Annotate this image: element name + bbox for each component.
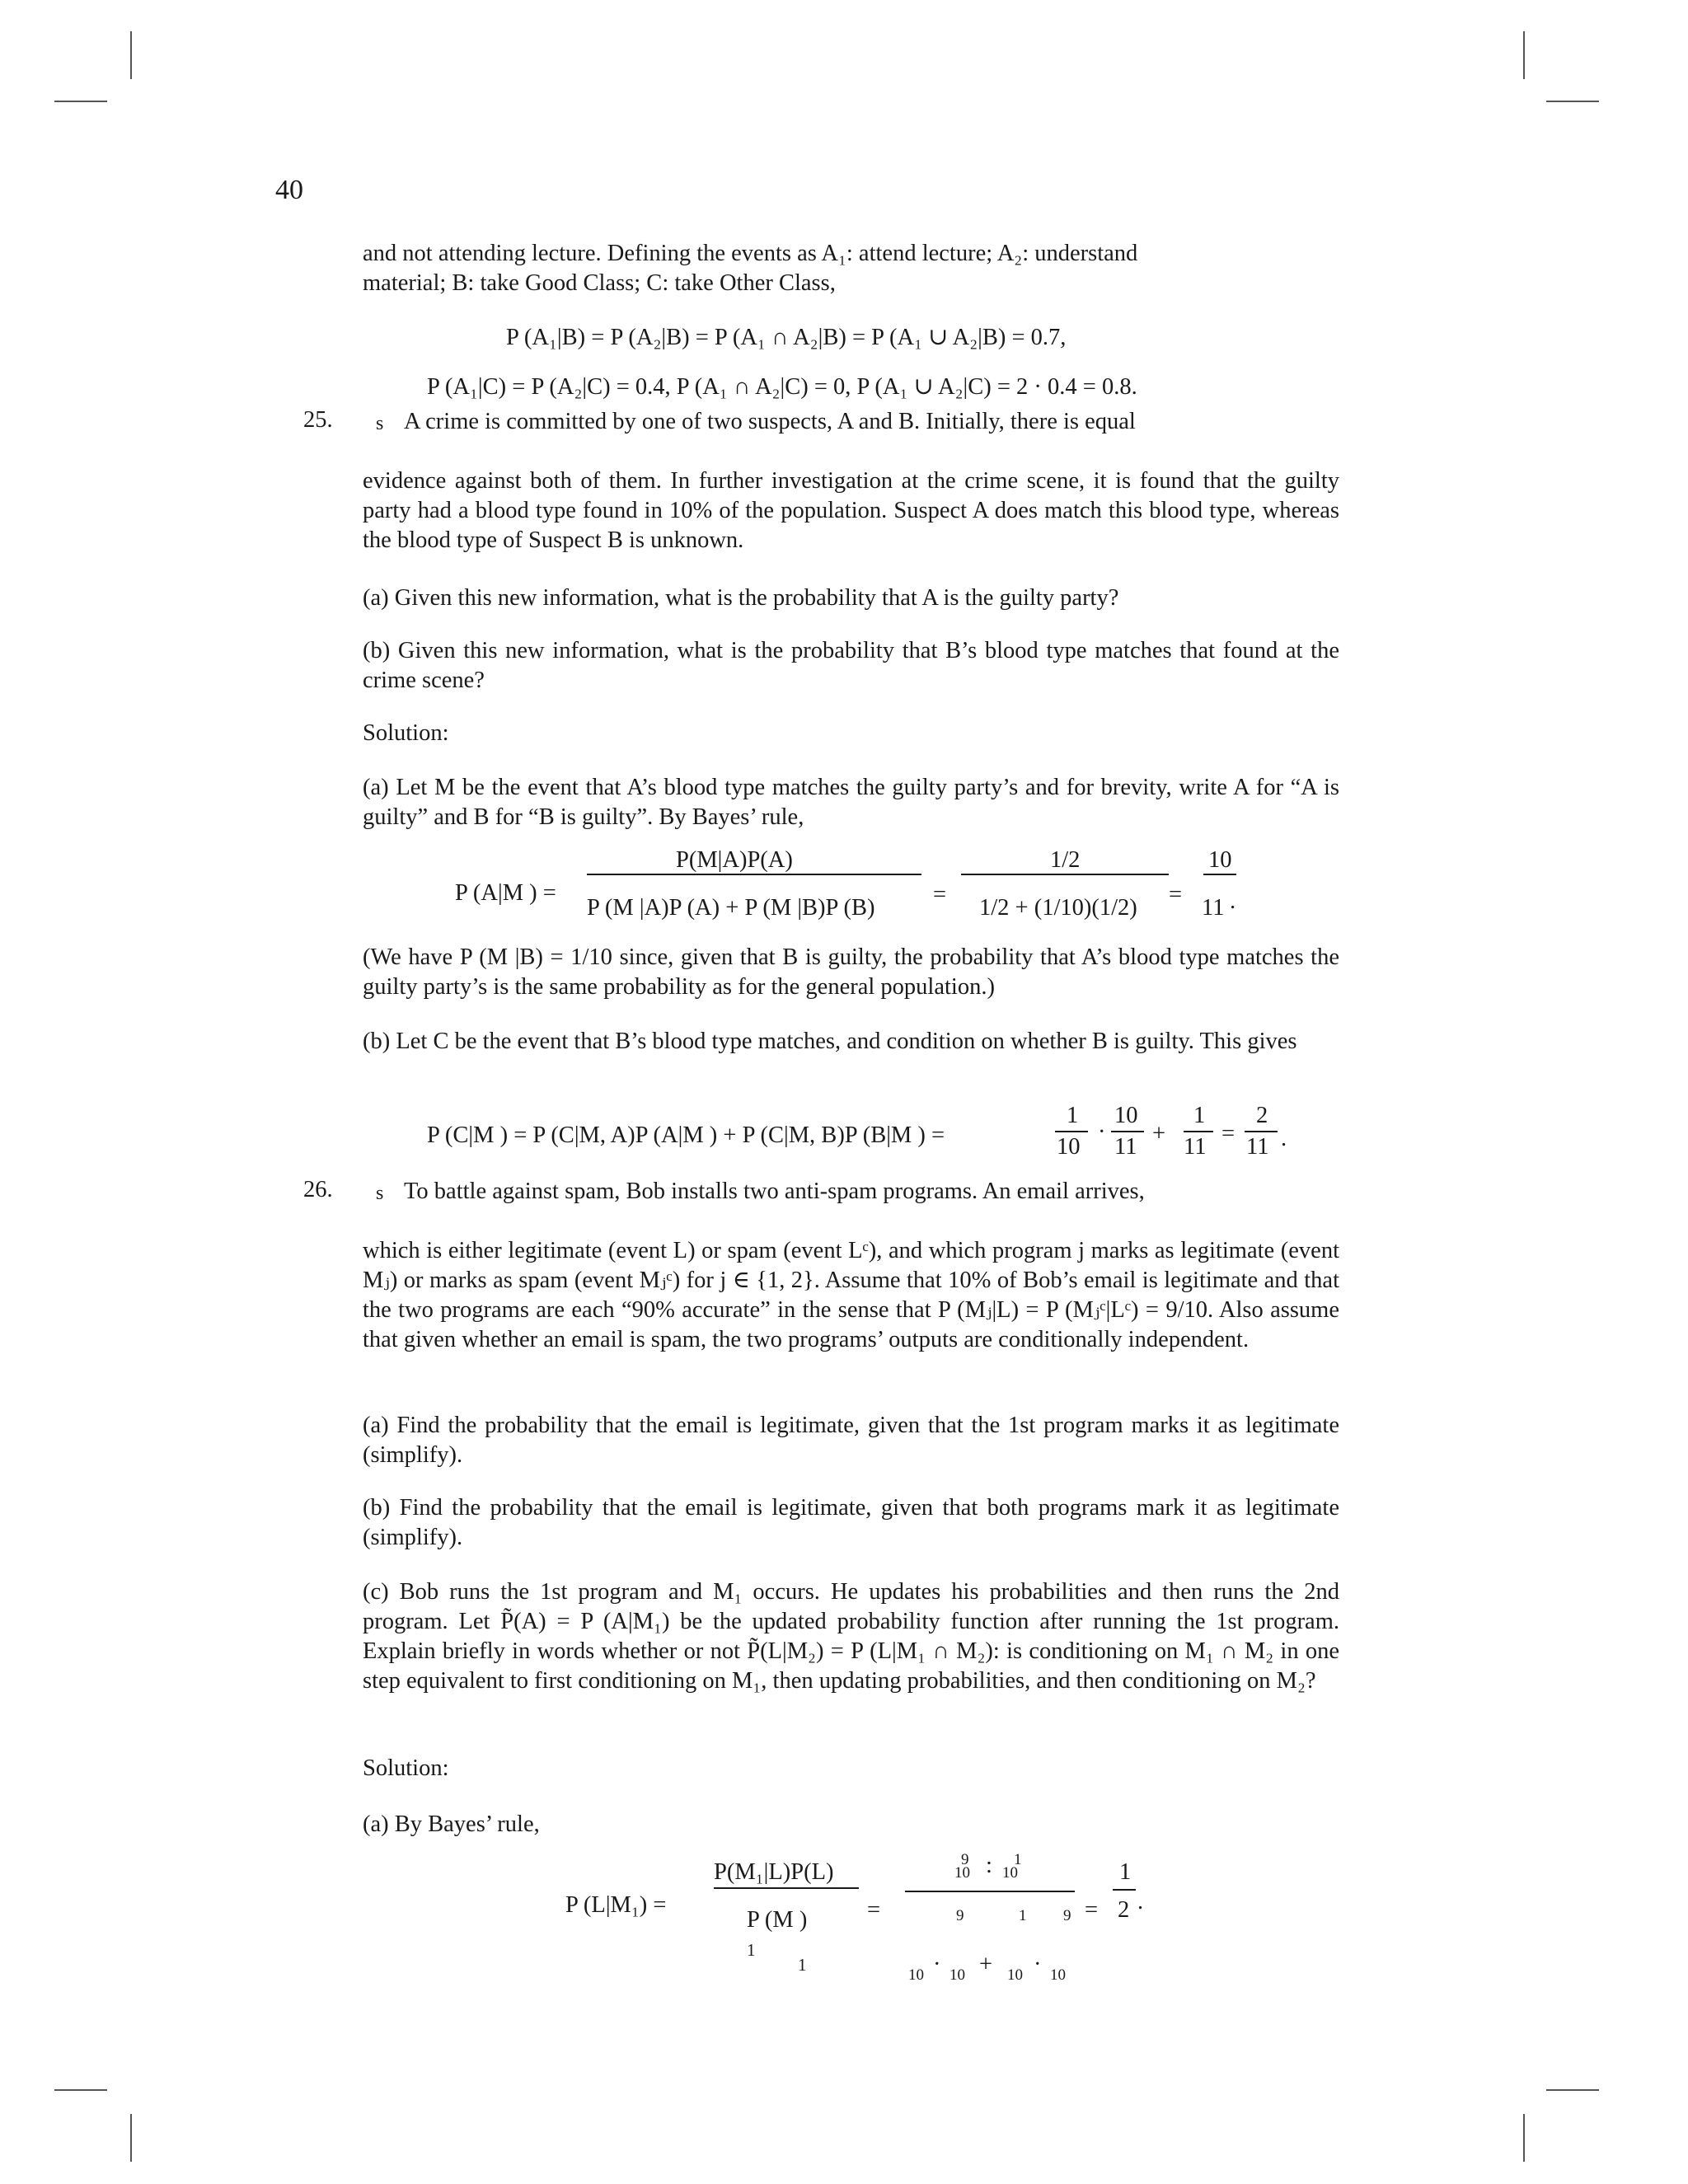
crop-mark — [54, 2089, 107, 2091]
fraction-numerator: 2 — [1256, 1103, 1268, 1128]
part-text: (b) Given this new information, what is the probability that B’s blood type matches that found at the crime scene? — [363, 638, 1339, 693]
fraction-bar — [1245, 1131, 1278, 1132]
solution-text: (a) Let M be the event that A’s blood type matches the guilty party’s and for brevity, write A for “A is guilty” and B for “B is guilty”. By Bayes’ rule, — [363, 775, 1339, 830]
fraction-denominator: 11 — [1246, 1134, 1269, 1160]
solution-note — [363, 943, 1339, 1002]
fraction-bar — [1055, 1131, 1088, 1132]
crop-mark — [1523, 31, 1525, 79]
subscript: 1 — [798, 1955, 807, 1975]
solution-b — [363, 1027, 1339, 1057]
part-text: (b) Find the probability that the email is legitimate, given that both programs mark it as legitimate (simplify). — [363, 1495, 1339, 1550]
fraction-denominator: 11 — [1202, 895, 1225, 921]
period: . — [1137, 1889, 1144, 1915]
multiply-dot: · — [1098, 1119, 1106, 1145]
denominator-digit: 9 — [1063, 1907, 1071, 1924]
crop-mark — [1546, 101, 1599, 102]
fraction-bar — [905, 1891, 1075, 1892]
problem-marker: s — [376, 413, 384, 434]
plus-sign: + — [979, 1952, 993, 1977]
equation-lhs: P (A|M ) = — [455, 880, 556, 906]
fraction-denominator: P (M ) — [747, 1907, 808, 1933]
fraction-denominator: 2 — [1118, 1897, 1130, 1923]
fraction-bar — [587, 874, 921, 875]
fraction-numerator: 1 — [1119, 1859, 1132, 1885]
fraction-numerator: 1 — [1067, 1103, 1079, 1128]
denominator-digit: 10 — [1007, 1966, 1023, 1984]
denominator-digit: 10 — [950, 1966, 965, 1984]
part-text: (a) Given this new information, what is the probability that A is the guilty party? — [363, 585, 1119, 611]
crop-mark — [130, 31, 132, 79]
fraction-bar — [961, 874, 1169, 875]
fraction-numerator: 10 — [1114, 1103, 1138, 1128]
problem-part-c — [363, 1577, 1339, 1696]
problem-first-line: To battle against spam, Bob installs two anti-spam programs. An email arrives, — [404, 1179, 1145, 1204]
fraction-denominator: 11 — [1114, 1134, 1137, 1160]
denominator-digit: 1 — [1019, 1907, 1027, 1924]
problem-part-b — [363, 636, 1339, 696]
page-number: 40 — [275, 175, 303, 205]
subscript: 1 — [747, 1940, 756, 1960]
plus-sign: + — [1152, 1121, 1166, 1146]
fraction-numerator: 10 — [1208, 847, 1232, 873]
fraction-numerator: P(M₁|L)P(L) — [714, 1859, 834, 1885]
multiply-dot: · — [1034, 1952, 1042, 1977]
solution-text: (a) By Bayes’ rule, — [363, 1811, 540, 1837]
fraction-denominator: P (M |A)P (A) + P (M |B)P (B) — [587, 895, 875, 921]
solution-text: (b) Let C be the event that B’s blood type matches, and condition on whether B is guilty. This gives — [363, 1029, 1297, 1054]
crop-mark — [54, 101, 107, 102]
problem-number: 26. — [303, 1177, 333, 1202]
problem-part-a — [363, 1411, 1339, 1470]
note-text: (We have P (M |B) = 1/10 since, given that B is guilty, the probability that A’s blood type matches the guilty party’s is the same probability as for the general population.) — [363, 944, 1339, 1000]
intro-equation: P (A₁|C) = P (A₂|C) = 0.4, P (A₁ ∩ A₂|C) = 0, P (A₁ ∪ A₂|C) = 2 · 0.4 = 0.8. — [427, 374, 1137, 400]
fraction-bar — [1203, 874, 1236, 875]
fraction-denominator: 11 — [1184, 1134, 1207, 1160]
period: . — [1230, 888, 1236, 914]
period: . — [1281, 1126, 1287, 1151]
fraction-numerator: P(M|A)P(A) — [676, 847, 793, 873]
fraction-numerator: 1/2 — [1050, 847, 1081, 873]
equals-sign: = — [867, 1897, 881, 1923]
fraction-bar — [1184, 1131, 1213, 1132]
problem-text: evidence against both of them. In further investigation at the crime scene, it is found that the guilty party had a blood type found in 10% of the population. Suspect A does match this blood type, whereas the blood type of Suspect B is unknown. — [363, 468, 1339, 553]
problem-statement — [363, 1236, 1339, 1355]
fraction-bar — [714, 1887, 859, 1889]
denominator-digit: 9 — [956, 1907, 964, 1924]
denominator-digit: 10 — [908, 1966, 924, 1984]
equation-lhs: P (C|M ) = P (C|M, A)P (A|M ) + P (C|M, B)P (B|M ) = — [427, 1122, 945, 1148]
crop-mark — [1546, 2089, 1599, 2091]
equals-sign: = — [1221, 1121, 1236, 1146]
problem-first-line: A crime is committed by one of two suspects, A and B. Initially, there is equal — [404, 409, 1136, 434]
numerator-digit: 10 — [954, 1864, 970, 1882]
solution-label: Solution: — [363, 720, 449, 746]
part-text: (a) Find the probability that the email is legitimate, given that the 1st program marks it as legitimate (simplify). — [363, 1413, 1339, 1468]
problem-marker: s — [376, 1183, 384, 1204]
intro-equation: P (A₁|B) = P (A₂|B) = P (A₁ ∩ A₂|B) = P (A₁ ∪ A₂|B) = 0.7, — [506, 325, 1067, 350]
numerator-digit: 10 — [1002, 1864, 1018, 1882]
equals-sign: = — [1169, 882, 1183, 907]
crop-mark — [130, 2114, 132, 2162]
equals-sign: = — [933, 882, 947, 907]
part-text: (c) Bob runs the 1st program and M₁ occurs. He updates his probabilities and then runs the 2nd program. Let P̃(A) = P (A|M₁) be the updated probability function after running the 1st program. Explain briefly in words whether or not P̃(L|M₂) = P (L|M₁ ∩ M₂): is conditioning on M₁ ∩ M₂ in one step equivalent to first conditioning on M₁, then updating probabilities, and then conditioning on M₂? — [363, 1579, 1339, 1694]
fraction-numerator: 1 — [1193, 1103, 1206, 1128]
denominator-digit: 10 — [1050, 1966, 1066, 1984]
problem-statement — [363, 466, 1339, 555]
numerator-digit: 9 — [961, 1851, 969, 1868]
fraction-bar — [1111, 1131, 1144, 1132]
problem-number: 25. — [303, 407, 333, 433]
solution-label: Solution: — [363, 1755, 449, 1781]
intro-line: and not attending lecture. Defining the events as A₁: attend lecture; A₂: understand — [363, 241, 1138, 266]
intro-line: material; B: take Good Class; C: take Other Class, — [363, 270, 836, 296]
fraction-bar — [1113, 1889, 1136, 1891]
numerator-colon: : — [986, 1853, 992, 1878]
multiply-dot: · — [933, 1952, 941, 1977]
fraction-denominator: 10 — [1057, 1134, 1081, 1160]
numerator-digit: 1 — [1014, 1851, 1022, 1868]
problem-part-b — [363, 1493, 1339, 1553]
solution-a — [363, 773, 1339, 832]
problem-part-a — [363, 583, 1339, 613]
problem-text: which is either legitimate (event L) or spam (event Lᶜ), and which program j marks as legitimate (event Mⱼ) or marks as spam (event Mⱼᶜ) for j ∈ {1, 2}. Assume that 10% of Bob’s email is legitimate and that the two programs are each “90% accurate” in the sense that P (Mⱼ|L) = P (Mⱼᶜ|Lᶜ) = 9/10. Also assume that given whether an email is spam, the two programs’ outputs are conditionally independent. — [363, 1238, 1339, 1352]
equals-sign: = — [1085, 1897, 1099, 1923]
fraction-denominator: 1/2 + (1/10)(1/2) — [979, 895, 1137, 921]
crop-mark — [1523, 2114, 1525, 2162]
equation-lhs: P (L|M₁) = — [565, 1892, 667, 1918]
